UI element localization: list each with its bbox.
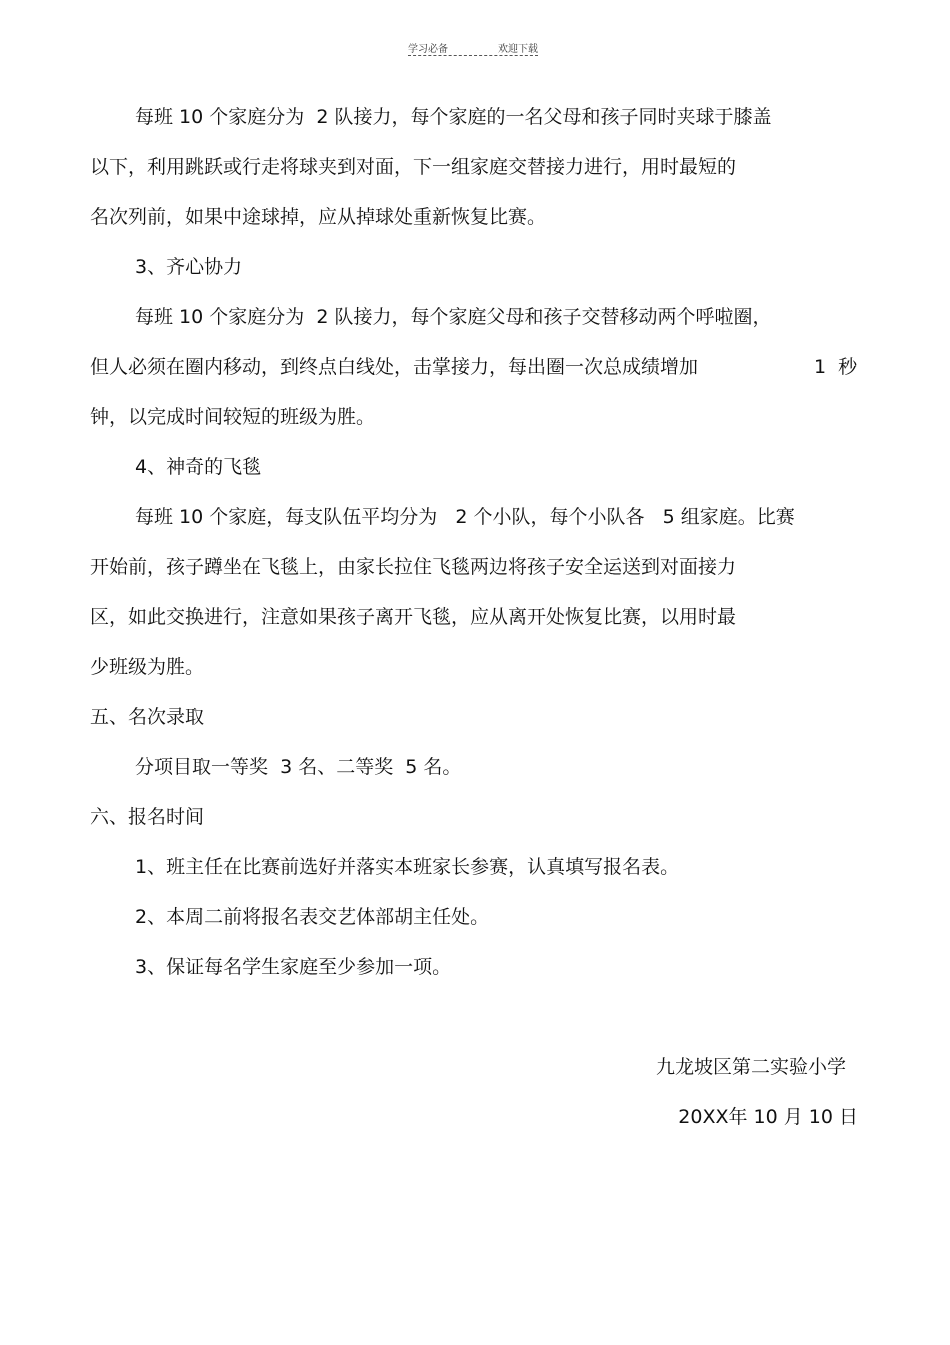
- paragraph-line: 名次列前，如果中途球掉，应从掉球处重新恢复比赛。: [90, 206, 547, 228]
- signature-school: 九龙坡区第二实验小学: [655, 1056, 846, 1078]
- section-heading: 3、齐心协力: [135, 256, 243, 278]
- paragraph-line: 以下，利用跳跃或行走将球夹到对面，下一组家庭交替接力进行，用时最短的: [90, 156, 737, 178]
- paragraph-line: 每班 10 个家庭，每支队伍平均分为 2 个小队，每个小队各 5 组家庭。比赛: [135, 506, 795, 528]
- signature-date: 20XX年 10 月 10 日: [678, 1106, 858, 1128]
- paragraph-line: 分项目取一等奖 3 名、二等奖 5 名。: [135, 756, 462, 778]
- paragraph-line: 区，如此交换进行，注意如果孩子离开飞毯，应从离开处恢复比赛，以用时最: [90, 606, 737, 628]
- paragraph-line-tail: 1 秒: [814, 356, 858, 378]
- paragraph-line: 每班 10 个家庭分为 2 队接力，每个家庭的一名父母和孩子同时夹球于膝盖: [135, 106, 772, 128]
- section-heading: 五、名次录取: [90, 706, 205, 728]
- paragraph-line: 开始前，孩子蹲坐在飞毯上，由家长拉住飞毯两边将孩子安全运送到对面接力: [90, 556, 737, 578]
- header-divider: [408, 55, 538, 56]
- list-item: 3、保证每名学生家庭至少参加一项。: [135, 956, 452, 978]
- header-left-text: 学习必备: [408, 44, 448, 55]
- paragraph-line: 少班级为胜。: [90, 656, 205, 678]
- list-item: 2、本周二前将报名表交艺体部胡主任处。: [135, 906, 490, 928]
- header-right-text: 欢迎下载: [498, 44, 538, 55]
- paragraph-line: 每班 10 个家庭分为 2 队接力，每个家庭父母和孩子交替移动两个呼啦圈，: [135, 306, 772, 328]
- paragraph-line: 钟，以完成时间较短的班级为胜。: [90, 406, 376, 428]
- paragraph-line: 但人必须在圈内移动，到终点白线处，击掌接力，每出圈一次总成绩增加: [90, 356, 699, 378]
- list-item: 1、班主任在比赛前选好并落实本班家长参赛，认真填写报名表。: [135, 856, 680, 878]
- section-heading: 六、报名时间: [90, 806, 205, 828]
- section-heading: 4、神奇的飞毯: [135, 456, 262, 478]
